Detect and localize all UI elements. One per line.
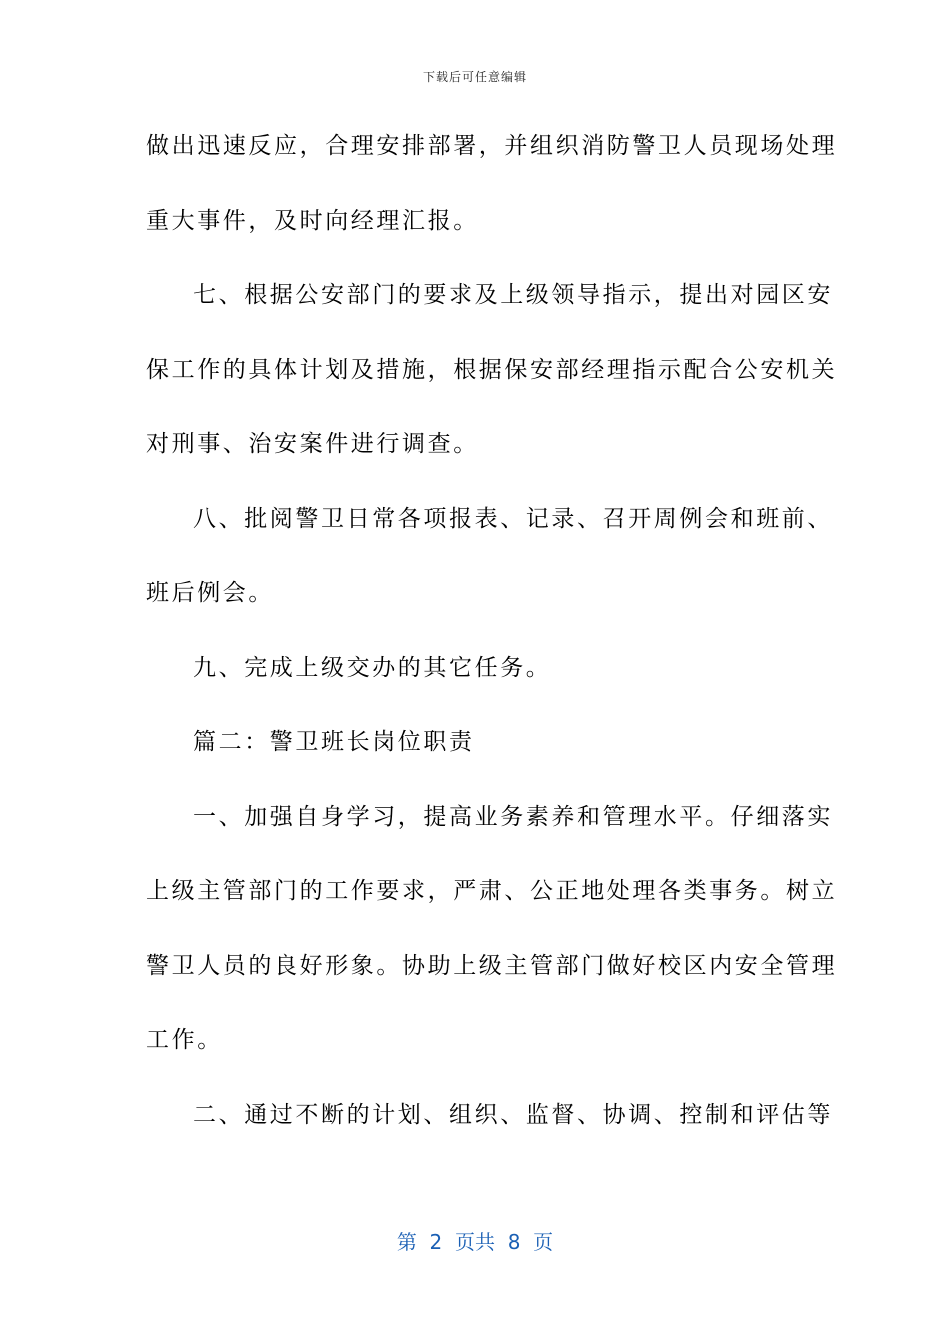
text-line: 保工作的具体计划及措施，根据保安部经理指示配合公安机关 [146,356,838,383]
text-line: 九、完成上级交办的其它任务。 [193,654,552,681]
text-line: 工作。 [146,1027,223,1053]
page-number-footer: 第 2 页共 8 页 [396,1230,554,1254]
document-body [146,124,838,1167]
text-line: 七、根据公安部门的要求及上级领导指示，提出对园区安 [193,282,833,308]
text-line: 上级主管部门的工作要求，严肃、公正地处理各类事务。树立 [146,878,838,904]
text-line: 班后例会。 [146,580,274,606]
text-line: 二、通过不断的计划、组织、监督、协调、控制和评估等 [193,1101,833,1128]
text-line: 八、批阅警卫日常各项报表、记录、召开周例会和班前、 [193,505,833,532]
text-line: 对刑事、治安案件进行调查。 [146,431,479,457]
text-line: 重大事件，及时向经理汇报。 [146,207,479,234]
section-heading: 篇二：警卫班长岗位职责 [193,729,475,755]
header-note: 下载后可任意编辑 [422,70,527,84]
text-line: 警卫人员的良好形象。协助上级主管部门做好校区内安全管理 [146,952,838,979]
text-line: 做出迅速反应，合理安排部署，并组织消防警卫人员现场处理 [146,133,838,159]
text-line: 一、加强自身学习，提高业务素养和管理水平。仔细落实 [193,803,833,830]
